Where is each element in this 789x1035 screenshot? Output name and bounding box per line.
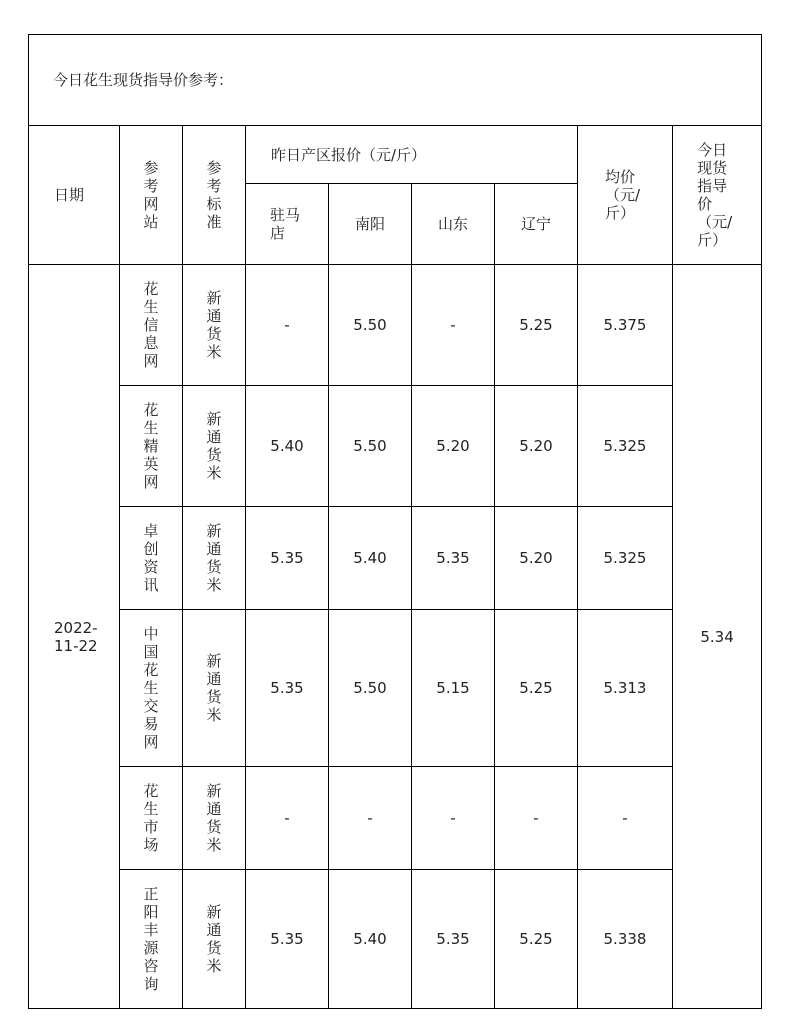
shandong-price: - (412, 265, 495, 386)
average-price: 5.375 (578, 265, 673, 386)
zhumadian-price: 5.35 (246, 870, 329, 1009)
header-region-zhumadian: 驻马店 (246, 184, 329, 265)
table-row (29, 386, 762, 507)
average-price: 5.325 (578, 386, 673, 507)
header-standard: 参考标准 (183, 126, 246, 265)
standard-cell: 新通货米 (183, 767, 246, 870)
liaoning-price: 5.25 (495, 265, 578, 386)
average-price: - (578, 767, 673, 870)
standard-cell: 新通货米 (183, 870, 246, 1009)
site-cell: 花生市场 (120, 767, 183, 870)
price-sheet (28, 34, 761, 1008)
standard-cell: 新通货米 (183, 265, 246, 386)
nanyang-price: 5.40 (329, 507, 412, 610)
liaoning-price: - (495, 767, 578, 870)
header-region-liaoning: 辽宁 (495, 184, 578, 265)
zhumadian-price: 5.40 (246, 386, 329, 507)
zhumadian-price: 5.35 (246, 507, 329, 610)
site-cell: 卓创资讯 (120, 507, 183, 610)
liaoning-price: 5.25 (495, 610, 578, 767)
shandong-price: 5.15 (412, 610, 495, 767)
site-cell: 中国花生交易网 (120, 610, 183, 767)
nanyang-price: 5.50 (329, 610, 412, 767)
table-row (29, 870, 762, 1009)
header-average: 均价（元/斤） (578, 126, 673, 265)
liaoning-price: 5.20 (495, 507, 578, 610)
shandong-price: 5.35 (412, 870, 495, 1009)
nanyang-price: 5.40 (329, 870, 412, 1009)
peanut-price-table (28, 34, 762, 1009)
zhumadian-price: - (246, 767, 329, 870)
nanyang-price: - (329, 767, 412, 870)
table-row (29, 767, 762, 870)
shandong-price: 5.35 (412, 507, 495, 610)
average-price: 5.338 (578, 870, 673, 1009)
header-today-price: 今日现货指导价（元/斤） (673, 126, 762, 265)
table-title: 今日花生现货指导价参考： (29, 35, 762, 126)
zhumadian-price: - (246, 265, 329, 386)
header-date: 日期 (29, 126, 120, 265)
date-cell: 2022-11-22 (29, 265, 120, 1009)
header-region-shandong: 山东 (412, 184, 495, 265)
nanyang-price: 5.50 (329, 265, 412, 386)
standard-cell: 新通货米 (183, 386, 246, 507)
title-row (29, 35, 762, 126)
site-cell: 正阳丰源咨询 (120, 870, 183, 1009)
table-row (29, 265, 762, 386)
table-row (29, 507, 762, 610)
average-price: 5.325 (578, 507, 673, 610)
site-cell: 花生信息网 (120, 265, 183, 386)
header-yesterday-group: 昨日产区报价（元/斤） (246, 126, 578, 184)
header-region-nanyang: 南阳 (329, 184, 412, 265)
shandong-price: - (412, 767, 495, 870)
table-row (29, 610, 762, 767)
header-site: 参考网站 (120, 126, 183, 265)
nanyang-price: 5.50 (329, 386, 412, 507)
header-row-1 (29, 126, 762, 184)
liaoning-price: 5.20 (495, 386, 578, 507)
standard-cell: 新通货米 (183, 507, 246, 610)
zhumadian-price: 5.35 (246, 610, 329, 767)
standard-cell: 新通货米 (183, 610, 246, 767)
shandong-price: 5.20 (412, 386, 495, 507)
today-price-cell: 5.34 (673, 265, 762, 1009)
average-price: 5.313 (578, 610, 673, 767)
site-cell: 花生精英网 (120, 386, 183, 507)
liaoning-price: 5.25 (495, 870, 578, 1009)
